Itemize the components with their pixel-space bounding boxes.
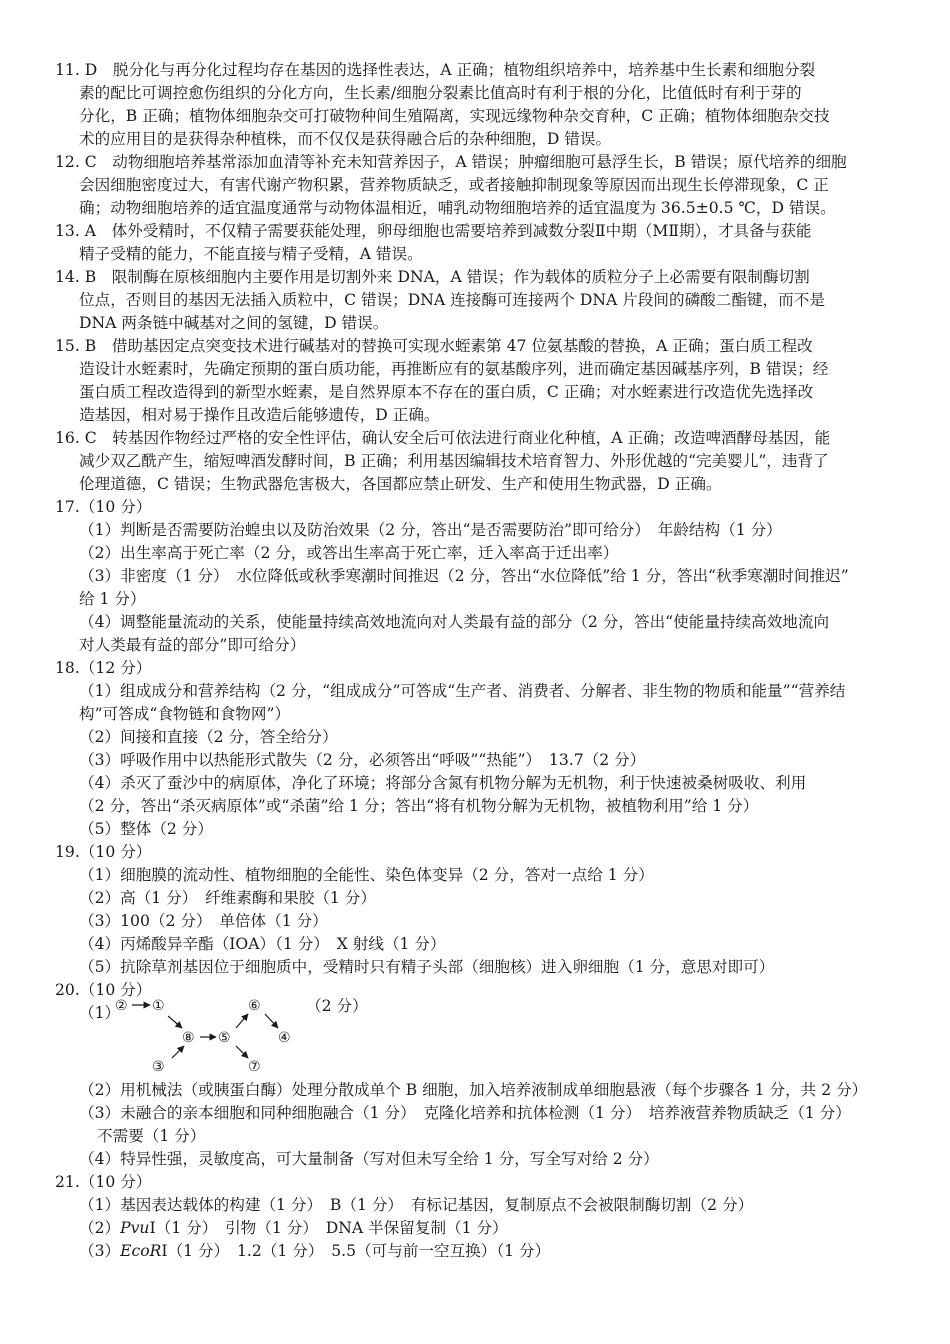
arrow-6-to-4 [265,1014,278,1028]
answer-20-3-line-1: （3）未融合的亲本细胞和同种细胞融合（1 分） 克隆化培养和抗体检测（1 分） 培养液营养物质缺乏（1 分） [79,1104,851,1122]
answer-15-line-3: 蛋白质工程改造得到的新型水蛭素，是自然界原本不存在的蛋白质，C 正确；对水蛭素进行改造优先选择改 [79,383,814,401]
arrow-1-to-8 [168,1016,182,1028]
answer-16-line-1: 16. C 转基因作物经过严格的安全性评估，确认安全后可依法进行商业化种植，A 正确；改造啤酒酵母基因，能 [55,429,831,447]
answer-21-1: （1）基因表达载体的构建（1 分） B（1 分） 有标记基因，复制原点不会被限制酶切割（2 分） [79,1196,754,1214]
question-20-heading: 20.（10 分） [55,981,152,999]
answer-17-3-line-2: 给 1 分） [79,590,146,608]
node-5: ⑤ [218,1030,231,1046]
answer-12-line-1: 12. C 动物细胞培养基常添加血清等补充未知营养因子，A 错误；肿瘤细胞可悬浮生长，B 错误；原代培养的细胞 [55,153,847,171]
answer-21-2-prefix: （2） [79,1219,121,1237]
answer-17-4-line-2: 对人类最有益的部分”即可给分） [79,636,306,654]
arrow-3-to-8 [172,1046,184,1058]
answer-15-line-2: 造设计水蛭素时，先确定预期的蛋白质功能，再推断应有的氨基酸序列，进而确定基因碱基序列，B 错误；经 [79,360,829,378]
answer-21-3 [79,1240,550,1263]
answer-14-line-2: 位点，否则目的基因无法插入质粒中，C 错误；DNA 连接酶可连接两个 DNA 片段间的磷酸二酯键，而不是 [79,291,825,309]
answer-21-2-rest: Ⅰ（1 分） 引物（1 分） DNA 半保留复制（1 分） [149,1219,508,1237]
answer-18-4-line-2: （2 分，答出“杀灭病原体”或“杀菌”给 1 分；答出“将有机物分解为无机物，被植物利用”给 1 分） [79,797,759,815]
answer-18-1-line-2: 构”可答成“食物链和食物网”） [79,705,291,723]
node-7: ⑦ [248,1059,261,1074]
answer-19-1: （1）细胞膜的流动性、植物细胞的全能性、染色体变异（2 分，答对一点给 1 分） [79,866,654,884]
answer-12-line-3: 确；动物细胞培养的适宜温度通常与动物体温相近，哺乳动物细胞培养的适宜温度为 36.5±0.5 ℃，D 错误。 [79,199,836,217]
answer-11-line-2: 素的配比可调控愈伤组织的分化方向，生长素/细胞分裂素比值高时有利于根的分化，比值低时有利于芽的 [79,84,802,102]
answer-17-2: （2）出生率高于死亡率（2 分，或答出生率高于死亡率，迁入率高于迁出率） [79,544,619,562]
answer-15-line-1: 15. B 借助基因定点突变技术进行碱基对的替换可实现水蛭素第 47 位氨基酸的替换，A 正确；蛋白质工程改 [55,337,813,355]
answer-21-3-enzyme: EcoR [120,1242,162,1260]
answer-15-line-4: 造基因，相对易于操作且改造后能够遗传，D 正确。 [79,406,440,424]
answer-17-4-line-1: （4）调整能量流动的关系，使能量持续高效地流向对人类最有益的部分（2 分，答出“使能量持续高效地流向 [79,613,830,631]
answer-13-line-1: 13. A 体外受精时，不仅精子需要获能处理，卵母细胞也需要培养到减数分裂Ⅱ中期（MⅡ期），才具备与获能 [55,222,812,240]
answer-18-5: （5）整体（2 分） [79,820,213,838]
node-8: ⑧ [182,1030,195,1046]
answer-18-3: （3）呼吸作用中以热能形式散失（2 分，必须答出“呼吸”“热能”） 13.7（2 分） [79,751,646,769]
node-1: ① [152,998,165,1014]
answer-21-3-prefix: （3） [79,1242,121,1260]
answer-18-1-line-1: （1）组成成分和营养结构（2 分，“组成成分”可答成“生产者、消费者、分解者、非生物的物质和能量”“营养结 [79,682,846,700]
answer-14-line-3: DNA 两条链中碱基对之间的氢键，D 错误。 [79,314,389,332]
answer-17-3-line-1: （3）非密度（1 分） 水位降低或秋季寒潮时间推迟（2 分，答出“水位降低”给 1 分，答出“秋季寒潮时间推迟” [79,567,849,585]
answer-19-5: （5）抗除草剂基因位于细胞质中，受精时只有精子头部（细胞核）进入卵细胞（1 分，意思对即可） [79,958,775,976]
answer-19-2: （2）高（1 分） 纤维素酶和果胶（1 分） [79,889,376,907]
answer-11-line-4: 术的应用目的是获得杂种植株，而不仅仅是获得融合后的杂种细胞，D 错误。 [79,130,612,148]
answer-20-4: （4）特异性强，灵敏度高，可大量制备（写对但未写全给 1 分，写全写对给 2 分） [79,1150,659,1168]
answer-13-line-2: 精子受精的能力，不能直接与精子受精，A 错误。 [79,245,423,263]
arrow-5-to-7 [236,1046,248,1058]
arrow-5-to-6 [236,1014,248,1028]
question-18-heading: 18.（12 分） [55,659,152,677]
answer-19-3: （3）100（2 分） 单倍体（1 分） [79,912,328,930]
answer-21-3-rest: Ⅰ（1 分） 1.2（1 分） 5.5（可与前一空互换）（1 分） [161,1242,551,1260]
question-21-heading: 21.（10 分） [55,1173,152,1191]
answer-18-2: （2）间接和直接（2 分，答全给分） [79,728,338,746]
answer-20-1-label: （1） [79,1004,121,1022]
answer-20-3-line-2: 不需要（1 分） [97,1127,206,1145]
answer-16-line-2: 减少双乙酰产生，缩短啤酒发酵时间，B 正确；利用基因编辑技术培育智力、外形优越的“完美婴儿”，违背了 [79,452,829,470]
answer-16-line-3: 伦理道德，C 错误；生物武器危害极大，各国都应禁止研发、生产和使用生物武器，D 正确。 [79,475,722,493]
answer-18-4-line-1: （4）杀灭了蚕沙中的病原体，净化了环境；将部分含氮有机物分解为无机物，利于快速被桑树吸收、利用 [79,774,807,792]
answer-19-4: （4）丙烯酸异辛酯（IOA）（1 分） X 射线（1 分） [79,935,446,953]
node-2: ② [115,998,128,1014]
question-19-heading: 19.（10 分） [55,843,152,861]
answer-20-2: （2）用机械法（或胰蛋白酶）处理分散成单个 B 细胞，加入培养液制成单细胞悬液（每个步骤各 1 分，共 2 分） [79,1081,868,1099]
answer-11-line-1: 11. D 脱分化与再分化过程均存在基因的选择性表达，A 正确；植物组织培养中，培养基中生长素和细胞分裂 [55,61,816,79]
process-flow-diagram [110,994,330,1074]
answer-11-line-3: 分化，B 正确；植物体细胞杂交可打破物种间生殖隔离，实现远缘物种杂交育种，C 正确；植物体细胞杂交技 [79,107,830,125]
answer-21-2-enzyme: Pvu [120,1219,150,1237]
answer-12-line-2: 会因细胞密度过大，有害代谢产物积累，营养物质缺乏，或者接触抑制现象等原因而出现生长停滞现象，C 正 [79,176,829,194]
answer-17-1: （1）判断是否需要防治蝗虫以及防治效果（2 分，答出“是否需要防治”即可给分） 年龄结构（1 分） [79,521,782,539]
node-6: ⑥ [248,998,261,1014]
answer-14-line-1: 14. B 限制酶在原核细胞内主要作用是切割外来 DNA，A 错误；作为载体的质粒分子上必需要有限制酶切割 [55,268,810,286]
question-17-heading: 17.（10 分） [55,498,152,516]
answer-21-2 [79,1217,508,1240]
answer-20-1-score: （2 分） [306,997,368,1015]
node-3: ③ [152,1059,165,1074]
node-4: ④ [278,1030,291,1046]
